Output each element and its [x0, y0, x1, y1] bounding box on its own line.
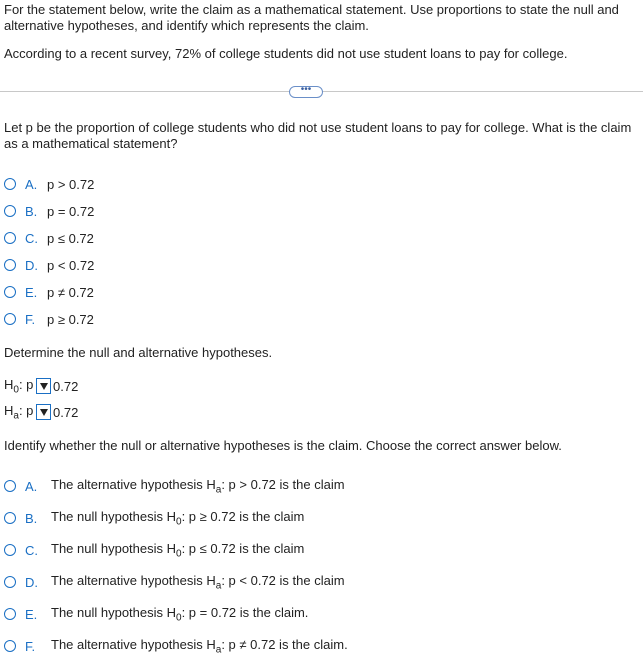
choice-text: The alternative hypothesis $H_a$: p < 0.72 is the claim: [51, 572, 345, 592]
choice-letter: C.: [25, 230, 38, 246]
choice-letter: B.: [25, 203, 38, 219]
choice-letter: E.: [25, 284, 38, 300]
alt-hypothesis-row: [4, 403, 78, 421]
radio-button[interactable]: [4, 608, 16, 620]
radio-button[interactable]: [4, 313, 16, 325]
alt-hypothesis-dropdown[interactable]: [36, 404, 51, 420]
null-hypothesis-value: 0.72: [53, 378, 79, 394]
choice-letter: A.: [25, 176, 38, 192]
choice-text: p ≠ 0.72: [47, 284, 94, 300]
null-hypothesis-row: [4, 377, 78, 395]
dropdown-arrow-icon: [40, 383, 48, 390]
choice-letter: F.: [25, 311, 36, 327]
claim-choice-a[interactable]: [4, 176, 94, 192]
null-hypothesis-dropdown[interactable]: [36, 378, 51, 394]
identify-choice-d[interactable]: [4, 574, 345, 590]
radio-button[interactable]: [4, 480, 16, 492]
choice-text: p < 0.72: [47, 257, 95, 273]
radio-button[interactable]: [4, 576, 16, 588]
null-hypothesis-label: $H_0$: p: [4, 376, 34, 396]
alt-hypothesis-label: $H_a$: p: [4, 402, 34, 422]
choice-letter: C.: [25, 542, 38, 558]
identify-choice-b[interactable]: [4, 510, 304, 526]
choice-letter: F.: [25, 638, 36, 654]
choice-letter: D.: [25, 257, 38, 273]
radio-button[interactable]: [4, 205, 16, 217]
choice-text: The null hypothesis $H_0$: p = 0.72 is the claim.: [51, 604, 309, 624]
dropdown-arrow-icon: [40, 409, 48, 416]
choice-letter: D.: [25, 574, 38, 590]
choice-text: The alternative hypothesis $H_a$: p > 0.72 is the claim: [51, 476, 345, 496]
instructions-text: For the statement below, write the claim as a mathematical statement. Use proportions to state the null and alternative hypotheses, and identify which represents the claim.: [4, 2, 619, 33]
identify-choice-e[interactable]: [4, 606, 308, 622]
choice-text: p ≥ 0.72: [47, 311, 94, 327]
identify-choice-f[interactable]: [4, 638, 348, 654]
more-button[interactable]: •••: [289, 86, 323, 98]
claim-choice-b[interactable]: [4, 203, 94, 219]
hypotheses-prompt: Determine the null and alternative hypotheses.: [4, 345, 273, 360]
choice-text: The null hypothesis $H_0$: p ≥ 0.72 is the claim: [51, 508, 305, 528]
radio-button[interactable]: [4, 259, 16, 271]
radio-button[interactable]: [4, 286, 16, 298]
claim-choice-f[interactable]: [4, 311, 94, 327]
radio-button[interactable]: [4, 512, 16, 524]
claim-identify-prompt: Identify whether the null or alternative hypotheses is the claim. Choose the correct answer below.: [4, 438, 562, 453]
radio-button[interactable]: [4, 232, 16, 244]
survey-statement: According to a recent survey, 72% of college students did not use student loans to pay for college.: [4, 46, 568, 61]
instructions: [4, 2, 634, 34]
choice-text: p > 0.72: [47, 176, 95, 192]
choice-text: The alternative hypothesis $H_a$: p ≠ 0.72 is the claim.: [51, 636, 348, 656]
radio-button[interactable]: [4, 640, 16, 652]
choice-text: p = 0.72: [47, 203, 95, 219]
choice-letter: E.: [25, 606, 38, 622]
choice-letter: A.: [25, 478, 38, 494]
claim-choice-d[interactable]: [4, 257, 94, 273]
identify-choice-a[interactable]: [4, 478, 345, 494]
choice-text: p ≤ 0.72: [47, 230, 94, 246]
claim-choice-c[interactable]: [4, 230, 94, 246]
alt-hypothesis-value: 0.72: [53, 404, 79, 420]
identify-choice-c[interactable]: [4, 542, 304, 558]
question-claim: Let p be the proportion of college students who did not use student loans to pay for college. What is the claim as a mathematical statement?: [4, 120, 632, 151]
choice-letter: B.: [25, 510, 38, 526]
choice-text: The null hypothesis $H_0$: p ≤ 0.72 is the claim: [51, 540, 305, 560]
radio-button[interactable]: [4, 178, 16, 190]
radio-button[interactable]: [4, 544, 16, 556]
claim-choice-e[interactable]: [4, 284, 94, 300]
